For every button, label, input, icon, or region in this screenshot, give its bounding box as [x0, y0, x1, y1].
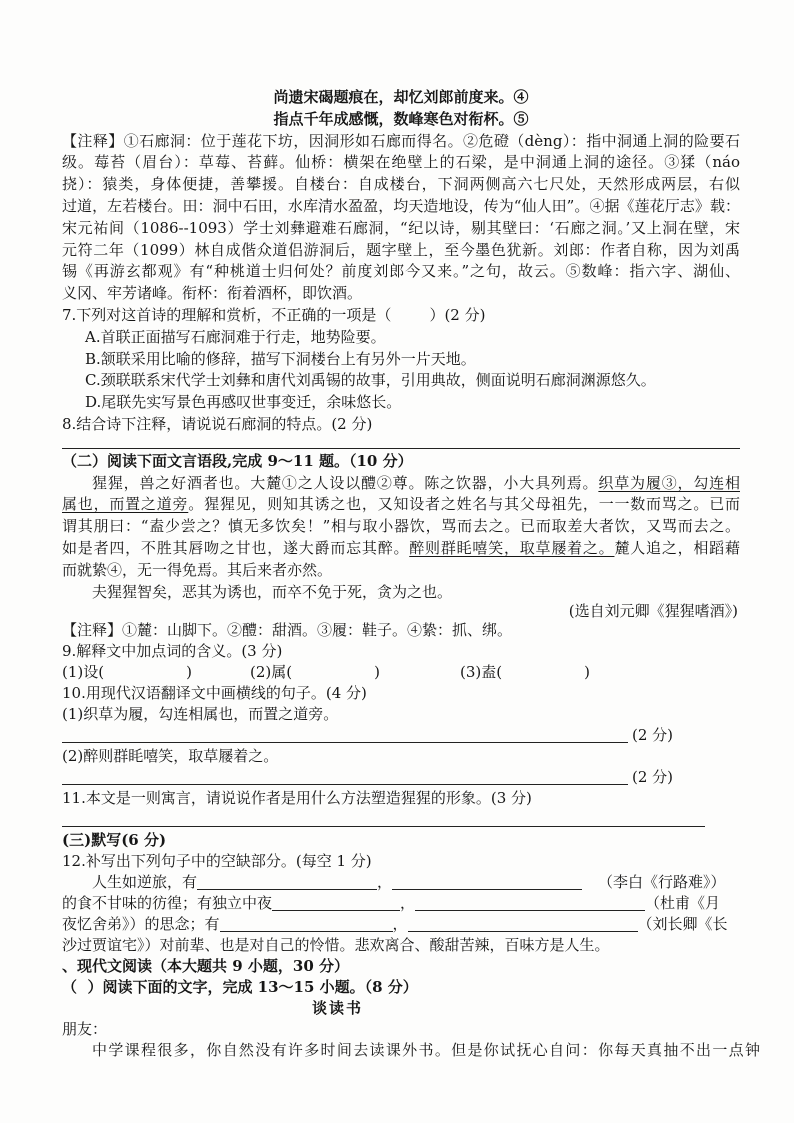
passage-line — [62, 473, 740, 495]
word-label: (3)盍( — [460, 663, 503, 682]
poem-note-line: 元符二年（1099）林自成偕众道侣游洞后，题字壁上，至今墨色犹新。刘郎：作者自称，因为刘禹 — [62, 240, 740, 259]
passage-source: (选自刘元卿《猩猩嗜酒》) — [568, 602, 738, 621]
bracket-close: ) — [584, 663, 590, 682]
passage-line — [62, 494, 740, 516]
article-title: 谈读书 — [312, 999, 364, 1018]
question-9-stem: 9.解释文中加点词的含义。(3 分) — [62, 642, 283, 661]
passage-line — [62, 582, 740, 604]
passage-notes: 【注释】①麓：山脚下。②醴：甜酒。③履：鞋子。④絷：抓、绑。 — [62, 621, 513, 640]
bracket-close: ) — [186, 663, 192, 682]
passage-text: 而就絷④，无一得免焉。其后来者亦然。 — [62, 560, 333, 579]
answer-row — [62, 809, 740, 830]
answer-line — [62, 729, 628, 743]
question-9-answers — [62, 662, 740, 683]
answer-line — [62, 436, 740, 449]
fill-source: （杜甫《月 — [645, 894, 721, 913]
passage-text: 猩猩，兽之好酒者也。大麓①之人设以醴②尊。陈之饮器，小大具列焉。 — [92, 473, 599, 492]
word-label: (1)设( — [62, 663, 105, 682]
passage-line — [62, 538, 740, 560]
poem-note-line: 宋元祐间（1086--1093）学士刘彝避难石廊洞，“纪以诗，剔其壁曰：‘石廊之洞。’又上洞在壁，宋 — [62, 218, 740, 237]
fill-line: 沙过贾谊宅》）对前辈、也是对自己的怜惜。悲欢离合、酸甜苦辣，百味方是人生。 — [62, 936, 610, 955]
underlined-sentence: 醉则群眊嘻笑，取草屦着之。 — [409, 538, 615, 557]
fill-blank — [415, 897, 645, 911]
underlined-sentence: 织草为履③，勾连相 — [598, 473, 740, 492]
answer-row — [62, 767, 740, 788]
option-d: D.尾联先实写景色再感叹世事变迁，余味悠长。 — [85, 393, 402, 412]
fill-text: 人生如逆旅，有 — [92, 873, 198, 892]
translate-item: (1)织草为履，勾连相属也，而置之道旁。 — [62, 705, 339, 724]
score-label: (2 分) — [632, 768, 674, 787]
passage-text: 夫猩猩智矣，恶其为诱也，而卒不免于死，贪为之也。 — [92, 582, 453, 601]
question-7 — [62, 305, 740, 414]
passage-line — [62, 560, 740, 582]
poem-note-line: 【注释】①石廊洞：位于莲花下坊，因洞形如石廊而得名。②危磴（dèng）：指中洞通上洞的险要石 — [62, 131, 740, 150]
word-blank — [460, 662, 590, 683]
fill-separator: ， — [400, 894, 416, 913]
question-8-stem: 8.结合诗下注释，请说说石廊洞的特点。(2 分) — [62, 414, 373, 433]
poem-notes — [62, 131, 740, 305]
passage-text: 。猩猩见，则知其诱之也，又知设者之姓名与其父母祖先，一一数而骂之。已而 — [188, 495, 740, 514]
poem-note-line: 过道，左若楼台。田：洞中石田，水库清水盈盈，均天造地设，传为“仙人田”。④据《莲花厅志》载： — [62, 196, 740, 215]
fill-line — [62, 914, 740, 935]
option-a: A.首联正面描写石廊洞难于行走，地势险要。 — [85, 327, 386, 346]
passage-line — [62, 516, 740, 538]
question-11-stem: 11.本文是一则寓言，请说说作者是用什么方法塑造猩猩的形象。(3 分) — [62, 789, 532, 808]
fill-blank — [392, 876, 582, 890]
section-heading: 、现代文阅读（本大题共 9 小题，30 分） — [62, 957, 349, 976]
translate-item: (2)醉则群眊嘻笑，取草屦着之。 — [62, 747, 279, 766]
question-10-stem: 10.用现代汉语翻译文中画横线的句子。(4 分) — [62, 684, 367, 703]
question-stem: 7.下列对这首诗的理解和赏析，不正确的一项是（ ）(2 分) — [62, 305, 486, 324]
section-heading: (三)默写(6 分) — [62, 831, 167, 850]
poem-note-line: 级。莓苔（眉台）：草莓、苔藓。仙桥：横架在绝壁上的石梁，是中洞通上洞的途径。③猱（náo — [62, 153, 740, 172]
section-heading: （二）阅读下面文言语段,完成 9～11 题。（10 分） — [62, 451, 413, 470]
poem-note-line: 义冈、牢芳诸峰。衔杯：衔着酒杯，即饮酒。 — [62, 284, 363, 303]
passage-text: 谓其朋曰：“盍少尝之？慎无多饮矣！”相与取小器饮，骂而去之。已而取差大者饮，又骂而去之。 — [62, 517, 740, 536]
fill-blank — [272, 897, 400, 911]
underlined-sentence: 属也，而置之道旁 — [62, 495, 189, 514]
option-b: B.颔联采用比喻的修辞，描写下洞楼台上有另外一片天地。 — [85, 349, 476, 368]
option-c: C.颈联联系宋代学士刘彝和唐代刘禹锡的故事，引用典故，侧面说明石廊洞渊源悠久。 — [85, 371, 656, 390]
score-label: (2 分) — [632, 726, 674, 745]
word-blank — [62, 662, 192, 683]
page-content — [62, 87, 760, 1061]
question-12-stem: 12.补写出下列句子中的空缺部分。(每空 1 分) — [62, 852, 372, 871]
fill-blank — [220, 918, 393, 932]
bracket-close: ) — [374, 663, 380, 682]
letter-salutation: 朋友： — [62, 1020, 108, 1039]
article-body-line: 中学课程很多，你自然没有许多时间去读课外书。但是你试抚心自问：你每天真抽不出一点钟 — [92, 1041, 760, 1060]
fill-line — [62, 872, 740, 893]
word-label: (2)属( — [250, 663, 293, 682]
fill-source: （刘长卿《长 — [637, 915, 728, 934]
answer-line — [62, 771, 628, 785]
word-blank — [250, 662, 380, 683]
passage-text: 麓人追之，相蹈藉 — [614, 538, 740, 557]
poem-note-line: 锡《再游玄都观》有“种桃道士归何处？前度刘郎今又来。”之句，故云。⑤数峰：指六字、湖仙、 — [62, 262, 740, 281]
fill-line — [62, 893, 740, 914]
classical-passage — [62, 473, 740, 604]
poem-line: 尚遗宋碣题痕在，却忆刘郎前度来。④ — [273, 88, 529, 106]
answer-row — [62, 725, 740, 746]
poem-line: 指点千年成感慨，数峰寒色对衔杯。⑤ — [273, 109, 529, 128]
fill-separator: ， — [377, 873, 393, 892]
answer-line — [62, 813, 705, 827]
fill-text: 的食不甘味的彷徨；有独立中夜 — [62, 894, 273, 913]
subsection-heading: （ ）阅读下面的文字，完成 13～15 小题。（8 分） — [62, 978, 418, 997]
poem-note-line: 挠）：猿类，身体便捷，善攀援。自楼台：自成楼台，下洞两侧高六七尺处，天然形成两层，右似 — [62, 175, 740, 194]
fill-blank — [197, 876, 377, 890]
fill-text: 夜忆舍弟》）的思念；有 — [62, 915, 220, 934]
fill-source: （李白《行路难》） — [598, 873, 726, 892]
fill-blank — [408, 918, 638, 932]
fill-separator: ， — [392, 915, 408, 934]
passage-text: 如是者四，不胜其唇吻之甘也，遂大爵而忘其醉。 — [62, 538, 410, 557]
